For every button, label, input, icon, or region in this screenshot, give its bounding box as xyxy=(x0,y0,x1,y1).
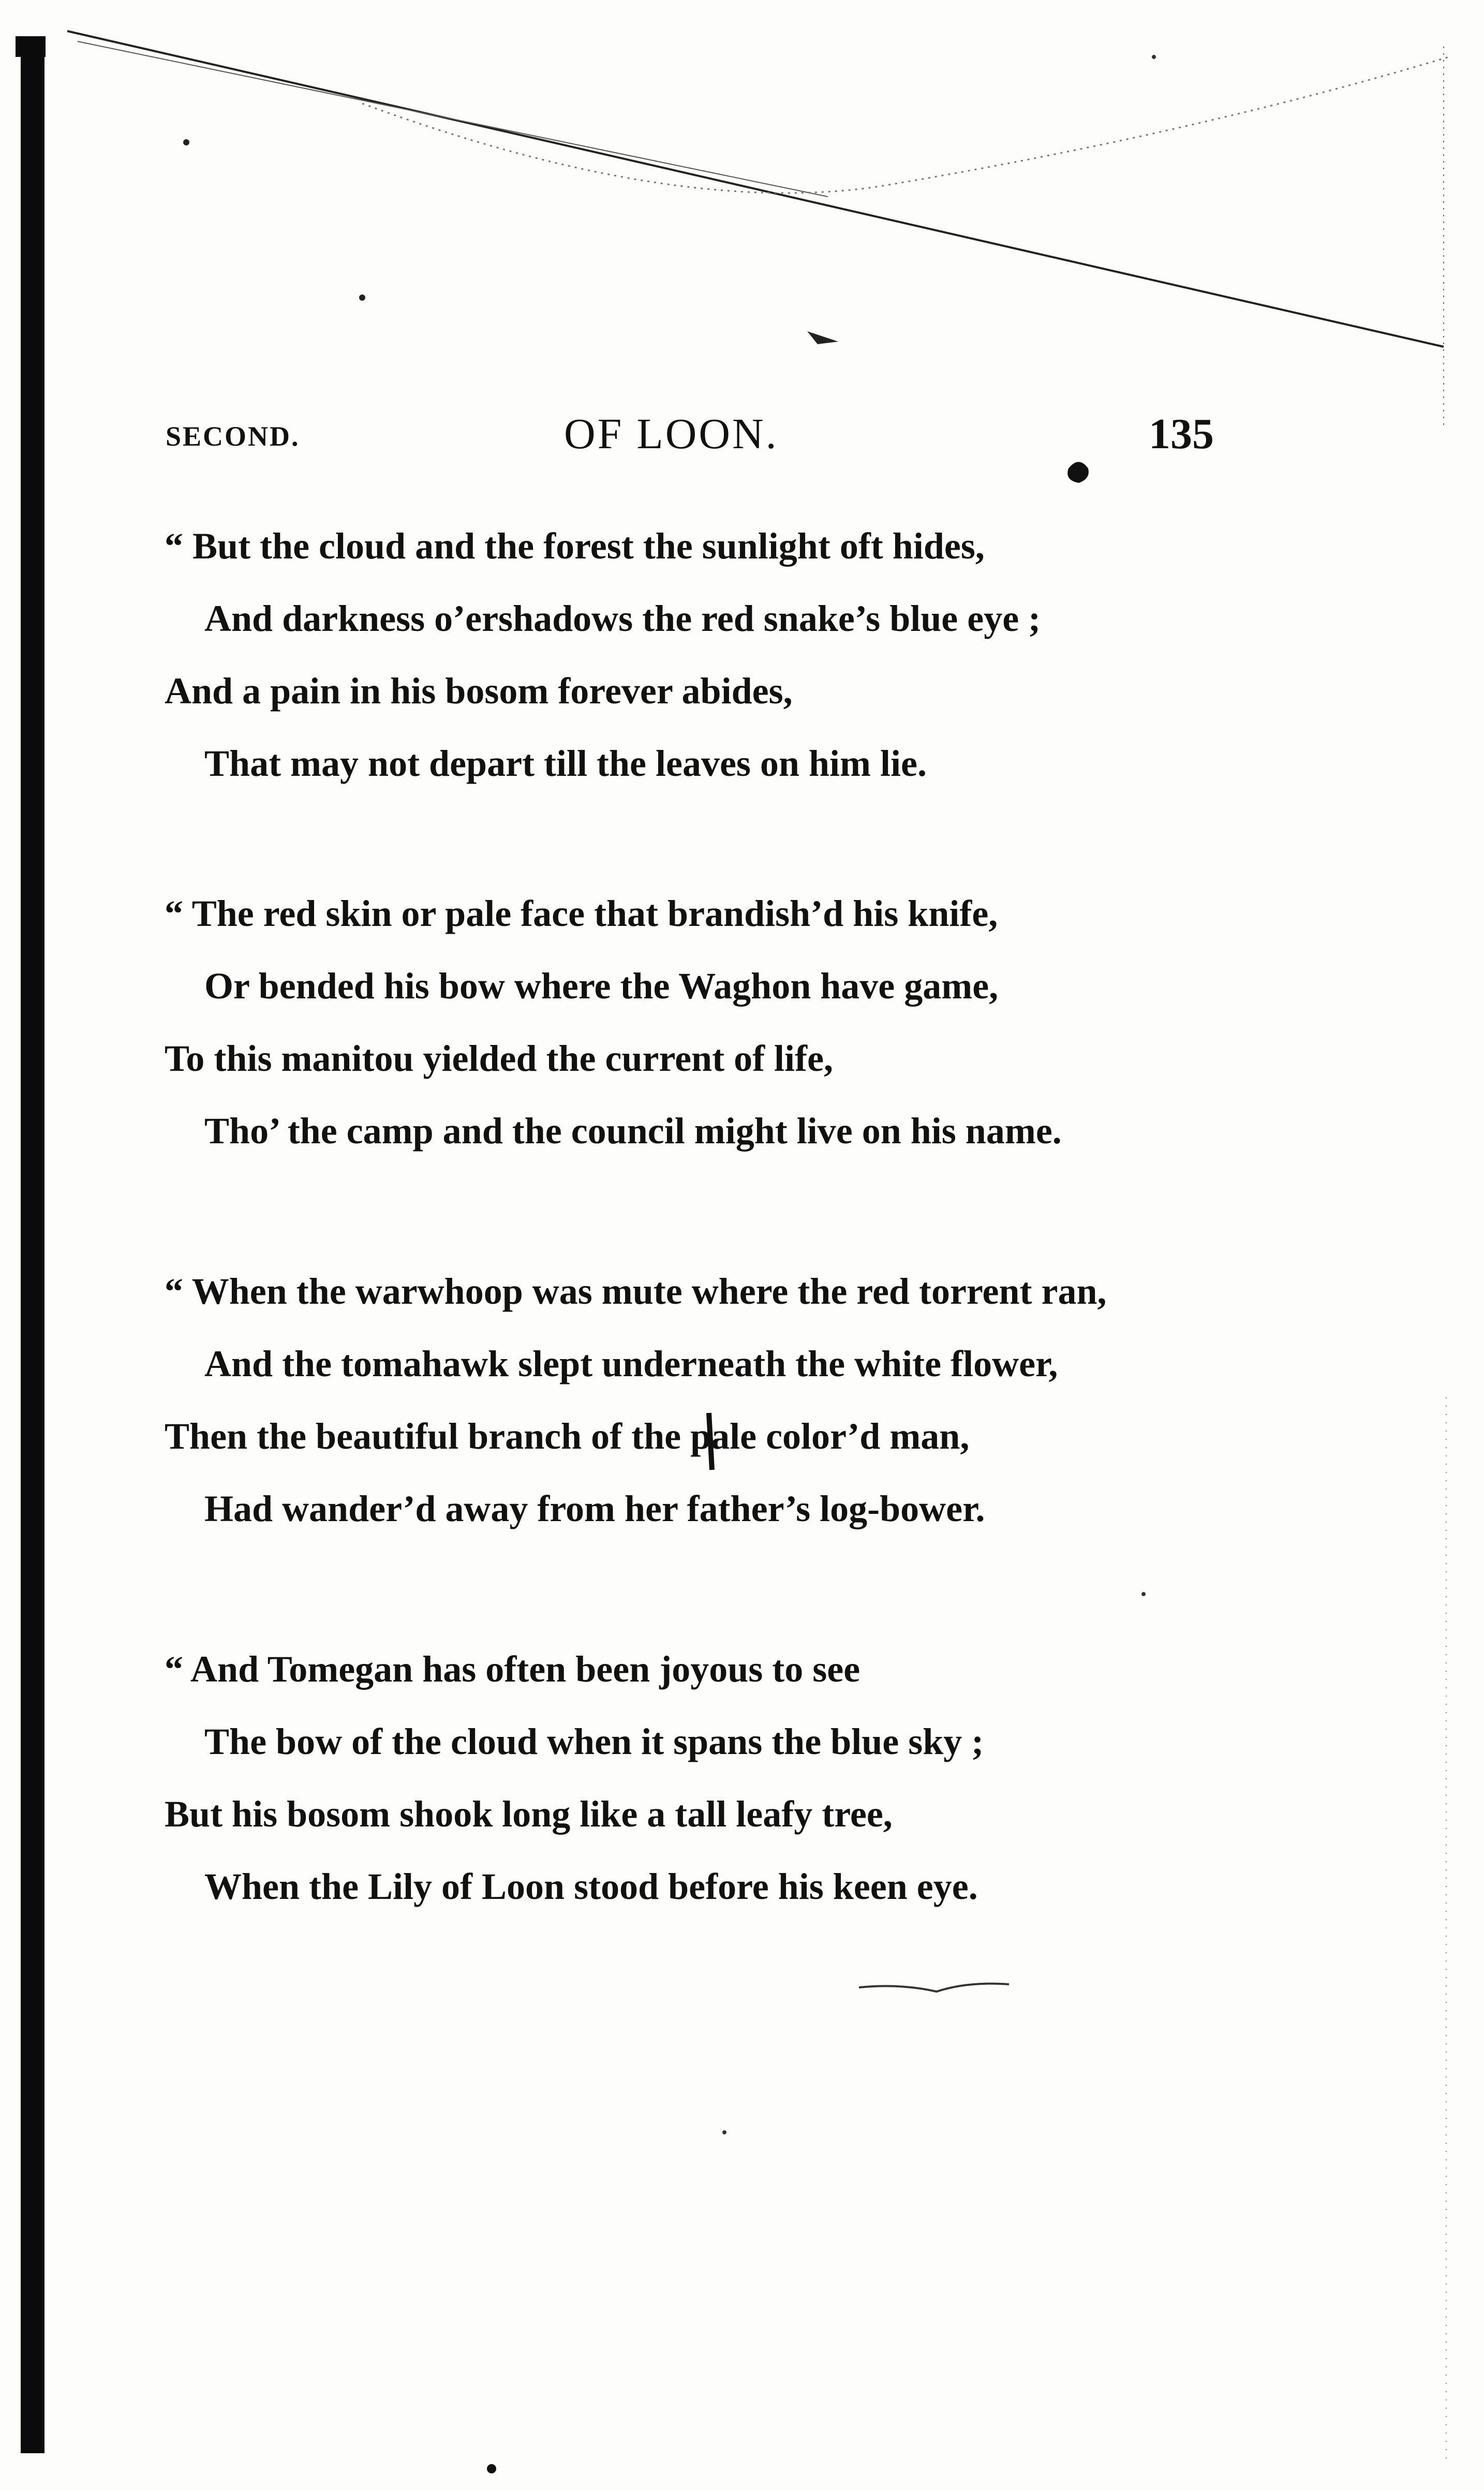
ink-speck xyxy=(1152,55,1156,59)
verse-line: “ When the warwhoop was mute where the red torrent ran, xyxy=(165,1271,1107,1312)
verse-line: To this manitou yielded the current of life, xyxy=(165,1038,833,1079)
diagonal-crease-line-faint xyxy=(78,41,828,197)
page-header xyxy=(0,409,1484,466)
dotted-fold-curve xyxy=(362,57,1449,193)
verse-line: Then the beautiful branch of the pale color’d man, xyxy=(165,1416,970,1457)
ink-speck xyxy=(183,139,189,145)
ornamental-rule xyxy=(859,1984,1009,1992)
ink-speck xyxy=(487,2464,496,2473)
verse-line: Tho’ the camp and the council might live on his name. xyxy=(204,1110,1062,1152)
verse-line: That may not depart till the leaves on him lie. xyxy=(204,743,927,784)
ink-mark-small xyxy=(807,331,838,344)
verse-line: Had wander’d away from her father’s log-bower. xyxy=(204,1488,985,1529)
verse-line: The bow of the cloud when it spans the blue sky ; xyxy=(204,1721,984,1762)
verse-line: Or bended his bow where the Waghon have game, xyxy=(204,965,999,1007)
diagonal-crease-line xyxy=(67,31,1444,347)
running-title: OF LOON. xyxy=(564,410,779,458)
verse-line: “ But the cloud and the forest the sunlight oft hides, xyxy=(165,525,985,567)
verse-line: And darkness o’ershadows the red snake’s blue eye ; xyxy=(204,598,1041,639)
verse-line: “ And Tomegan has often been joyous to see xyxy=(165,1648,860,1690)
verse-line: But his bosom shook long like a tall leafy tree, xyxy=(165,1793,893,1835)
verse-line: And a pain in his bosom forever abides, xyxy=(165,670,793,712)
verse-line: “ The red skin or pale face that brandish’d his knife, xyxy=(165,893,998,934)
verse-line: When the Lily of Loon stood before his keen eye. xyxy=(204,1866,978,1907)
page-number: 135 xyxy=(1149,410,1214,458)
ink-speck xyxy=(359,294,365,301)
ink-speck xyxy=(1141,1592,1146,1596)
verse-line: And the tomahawk slept underneath the white flower, xyxy=(204,1343,1058,1384)
ink-speck xyxy=(722,2130,726,2134)
section-label: SECOND. xyxy=(166,421,300,452)
